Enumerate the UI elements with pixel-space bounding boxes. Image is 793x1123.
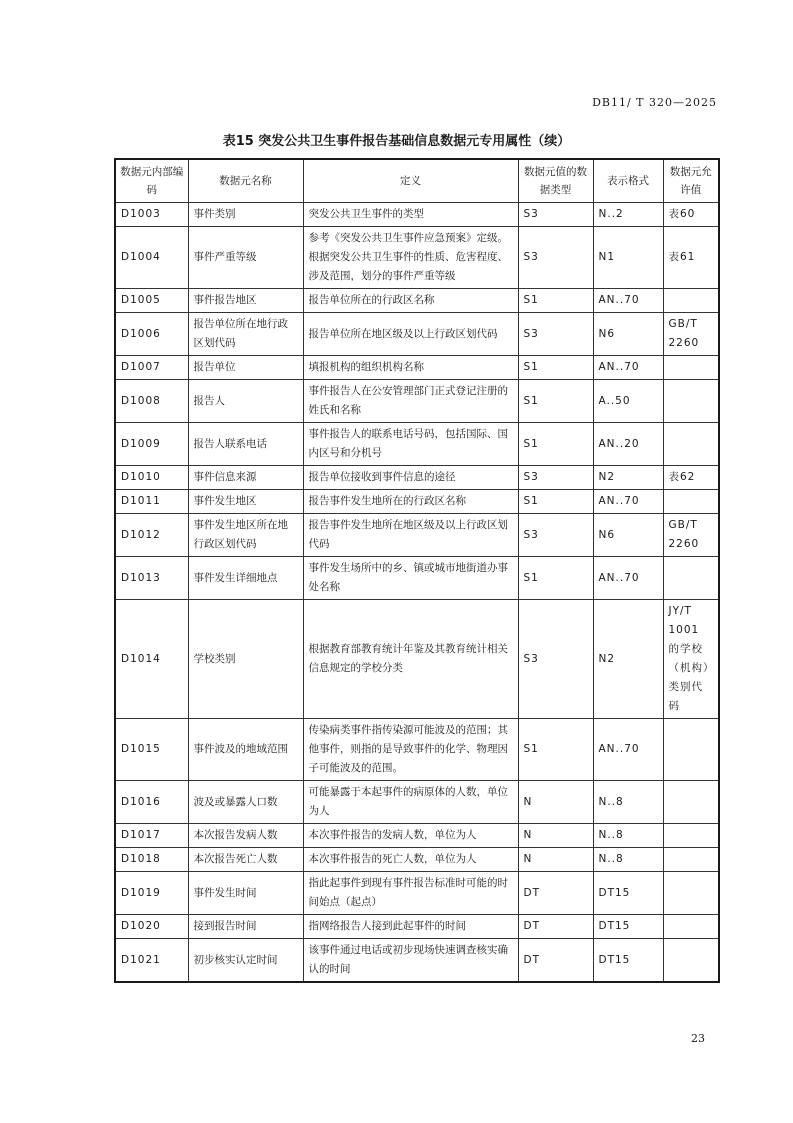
data-type-cell: N	[518, 848, 593, 872]
allowed-value-cell	[663, 915, 719, 939]
table-row	[115, 227, 719, 289]
element-code-cell: D1009	[115, 423, 188, 466]
allowed-value-cell	[663, 719, 719, 781]
format-cell: DT15	[593, 939, 663, 983]
definition-cell: 指此起事件到现有事件报告标准时可能的时间始点（起点）	[303, 872, 518, 915]
table-row	[115, 719, 719, 781]
data-type-cell: S3	[518, 514, 593, 557]
definition-cell: 突发公共卫生事件的类型	[303, 203, 518, 227]
table-row	[115, 824, 719, 848]
allowed-value-cell	[663, 824, 719, 848]
format-cell: AN..20	[593, 423, 663, 466]
definition-cell: 报告单位所在的行政区名称	[303, 289, 518, 313]
table-row	[115, 557, 719, 600]
format-cell: N1	[593, 227, 663, 289]
element-code-cell: D1003	[115, 203, 188, 227]
definition-cell: 报告事件发生地所在的行政区名称	[303, 490, 518, 514]
definition-cell: 本次事件报告的发病人数，单位为人	[303, 824, 518, 848]
data-type-cell: S1	[518, 557, 593, 600]
table-row	[115, 203, 719, 227]
page-number: 23	[691, 1032, 705, 1045]
element-code-cell: D1013	[115, 557, 188, 600]
element-name-cell: 事件信息来源	[188, 466, 303, 490]
definition-cell: 可能暴露于本起事件的病原体的人数，单位为人	[303, 781, 518, 824]
format-cell: N6	[593, 313, 663, 356]
element-name-cell: 接到报告时间	[188, 915, 303, 939]
allowed-value-cell	[663, 380, 719, 423]
element-code-cell: D1021	[115, 939, 188, 983]
data-type-cell: S1	[518, 719, 593, 781]
element-name-cell: 学校类别	[188, 600, 303, 719]
format-cell: N..2	[593, 203, 663, 227]
document-id: DB11/ T 320—2025	[592, 96, 717, 109]
table-row	[115, 423, 719, 466]
element-code-cell: D1020	[115, 915, 188, 939]
format-cell: AN..70	[593, 719, 663, 781]
format-cell: DT15	[593, 915, 663, 939]
table-row	[115, 781, 719, 824]
allowed-value-cell	[663, 557, 719, 600]
data-type-cell: N	[518, 824, 593, 848]
element-name-cell: 本次报告发病人数	[188, 824, 303, 848]
format-cell: AN..70	[593, 490, 663, 514]
definition-cell: 报告事件发生地所在地区级及以上行政区划代码	[303, 514, 518, 557]
allowed-value-cell	[663, 490, 719, 514]
data-type-cell: DT	[518, 915, 593, 939]
allowed-value-cell	[663, 939, 719, 983]
definition-cell: 指网络报告人接到此起事件的时间	[303, 915, 518, 939]
table-row	[115, 466, 719, 490]
data-type-cell: S1	[518, 490, 593, 514]
element-code-cell: D1012	[115, 514, 188, 557]
table-row	[115, 872, 719, 915]
allowed-value-cell: GB/T 2260	[663, 514, 719, 557]
format-cell: N..8	[593, 781, 663, 824]
column-header: 数据元内部编码	[115, 159, 188, 203]
element-code-cell: D1019	[115, 872, 188, 915]
element-name-cell: 事件发生时间	[188, 872, 303, 915]
table-row	[115, 313, 719, 356]
element-code-cell: D1015	[115, 719, 188, 781]
definition-cell: 事件发生场所中的乡、镇或城市地街道办事处名称	[303, 557, 518, 600]
element-name-cell: 事件严重等级	[188, 227, 303, 289]
definition-cell: 报告单位所在地区级及以上行政区划代码	[303, 313, 518, 356]
data-type-cell: S1	[518, 380, 593, 423]
definition-cell: 本次事件报告的死亡人数，单位为人	[303, 848, 518, 872]
data-type-cell: S3	[518, 313, 593, 356]
element-name-cell: 事件发生地区	[188, 490, 303, 514]
data-type-cell: S1	[518, 356, 593, 380]
definition-cell: 事件报告人的联系电话号码，包括国际、国内区号和分机号	[303, 423, 518, 466]
format-cell: N..8	[593, 824, 663, 848]
data-element-table	[114, 158, 720, 983]
element-name-cell: 事件波及的地域范围	[188, 719, 303, 781]
allowed-value-cell: 表61	[663, 227, 719, 289]
definition-cell: 参考《突发公共卫生事件应急预案》定级。根据突发公共卫生事件的性质、危害程度、涉及范围，划分的事件严重等级	[303, 227, 518, 289]
element-name-cell: 事件发生详细地点	[188, 557, 303, 600]
format-cell: N2	[593, 466, 663, 490]
element-code-cell: D1011	[115, 490, 188, 514]
element-code-cell: D1017	[115, 824, 188, 848]
data-type-cell: DT	[518, 872, 593, 915]
element-code-cell: D1010	[115, 466, 188, 490]
format-cell: A..50	[593, 380, 663, 423]
table-row	[115, 514, 719, 557]
element-name-cell: 本次报告死亡人数	[188, 848, 303, 872]
definition-cell: 传染病类事件指传染源可能波及的范围；其他事件，则指的是导致事件的化学、物理因子可能波及的范围。	[303, 719, 518, 781]
table-row	[115, 848, 719, 872]
format-cell: AN..70	[593, 557, 663, 600]
element-code-cell: D1006	[115, 313, 188, 356]
allowed-value-cell: JY/T 1001 的学校（机构）类别代码	[663, 600, 719, 719]
allowed-value-cell	[663, 289, 719, 313]
element-name-cell: 报告人联系电话	[188, 423, 303, 466]
definition-cell: 该事件通过电话或初步现场快速调查核实确认的时间	[303, 939, 518, 983]
element-code-cell: D1004	[115, 227, 188, 289]
definition-cell: 填报机构的组织机构名称	[303, 356, 518, 380]
table-row	[115, 490, 719, 514]
data-type-cell: S3	[518, 203, 593, 227]
column-header: 定义	[303, 159, 518, 203]
format-cell: N6	[593, 514, 663, 557]
allowed-value-cell	[663, 848, 719, 872]
data-type-cell: S1	[518, 423, 593, 466]
data-type-cell: S3	[518, 227, 593, 289]
table-header-row	[115, 159, 719, 203]
data-type-cell: S3	[518, 600, 593, 719]
table-body	[115, 203, 719, 983]
element-code-cell: D1016	[115, 781, 188, 824]
data-type-cell: S1	[518, 289, 593, 313]
table-title: 表15 突发公共卫生事件报告基础信息数据元专用属性（续）	[222, 134, 571, 149]
format-cell: AN..70	[593, 289, 663, 313]
table-row	[115, 380, 719, 423]
table-row	[115, 600, 719, 719]
element-name-cell: 事件类别	[188, 203, 303, 227]
column-header: 数据元名称	[188, 159, 303, 203]
format-cell: DT15	[593, 872, 663, 915]
column-header: 表示格式	[593, 159, 663, 203]
element-code-cell: D1018	[115, 848, 188, 872]
element-code-cell: D1005	[115, 289, 188, 313]
definition-cell: 报告单位接收到事件信息的途径	[303, 466, 518, 490]
data-type-cell: S3	[518, 466, 593, 490]
element-name-cell: 报告人	[188, 380, 303, 423]
table-row	[115, 289, 719, 313]
element-code-cell: D1014	[115, 600, 188, 719]
definition-cell: 事件报告人在公安管理部门正式登记注册的姓氏和名称	[303, 380, 518, 423]
table-row	[115, 939, 719, 983]
element-name-cell: 报告单位	[188, 356, 303, 380]
format-cell: N..8	[593, 848, 663, 872]
allowed-value-cell	[663, 781, 719, 824]
column-header: 数据元值的数据类型	[518, 159, 593, 203]
table-row	[115, 915, 719, 939]
format-cell: AN..70	[593, 356, 663, 380]
table-row	[115, 356, 719, 380]
element-name-cell: 事件发生地区所在地行政区划代码	[188, 514, 303, 557]
element-name-cell: 初步核实认定时间	[188, 939, 303, 983]
element-name-cell: 波及或暴露人口数	[188, 781, 303, 824]
allowed-value-cell	[663, 423, 719, 466]
definition-cell: 根据教育部教育统计年鉴及其教育统计相关信息规定的学校分类	[303, 600, 518, 719]
element-code-cell: D1007	[115, 356, 188, 380]
column-header: 数据元允许值	[663, 159, 719, 203]
allowed-value-cell	[663, 872, 719, 915]
format-cell: N2	[593, 600, 663, 719]
element-name-cell: 报告单位所在地行政区划代码	[188, 313, 303, 356]
element-name-cell: 事件报告地区	[188, 289, 303, 313]
data-type-cell: N	[518, 781, 593, 824]
data-type-cell: DT	[518, 939, 593, 983]
allowed-value-cell: 表60	[663, 203, 719, 227]
allowed-value-cell: GB/T 2260	[663, 313, 719, 356]
element-code-cell: D1008	[115, 380, 188, 423]
allowed-value-cell	[663, 356, 719, 380]
allowed-value-cell: 表62	[663, 466, 719, 490]
